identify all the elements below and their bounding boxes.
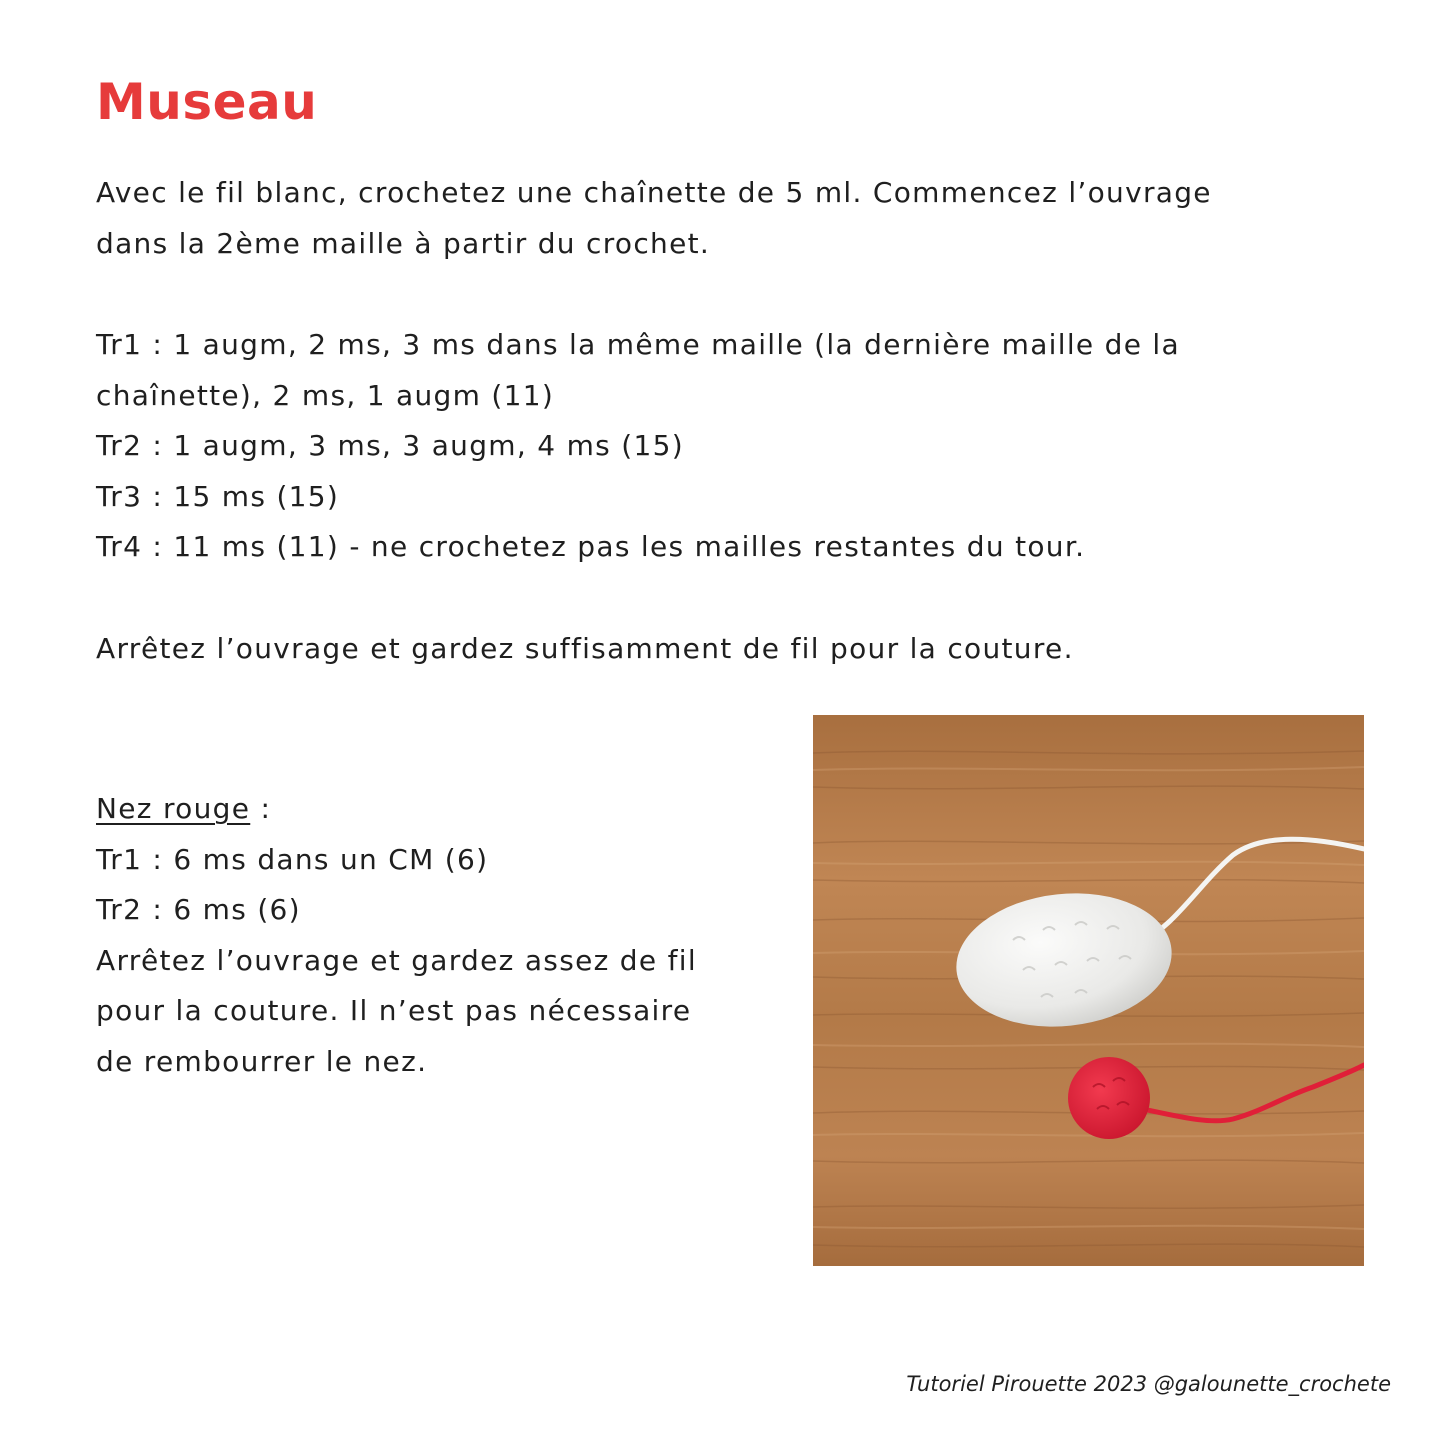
row-instructions <box>96 320 1356 573</box>
intro-line: dans la 2ème maille à partir du crochet. <box>96 226 711 260</box>
nose-instruction: de rembourrer le nez. <box>96 1044 428 1078</box>
intro-line: Avec le fil blanc, crochetez une chaînette de 5 ml. Commencez l’ouvrage <box>96 176 1212 209</box>
crochet-photo <box>813 715 1364 1266</box>
red-nose-section <box>96 784 776 1087</box>
nose-heading-line <box>96 784 776 835</box>
page-title: Museau <box>96 73 318 131</box>
intro-paragraph <box>96 168 1356 269</box>
row-tr1-continued: chaînette), 2 ms, 1 augm (11) <box>96 378 555 412</box>
nose-row-tr2: Tr2 : 6 ms (6) <box>96 893 301 926</box>
row-tr2: Tr2 : 1 augm, 3 ms, 3 augm, 4 ms (15) <box>96 429 684 462</box>
row-tr3: Tr3 : 15 ms (15) <box>96 479 340 513</box>
finishing-instruction: Arrêtez l’ouvrage et gardez suffisamment de fil pour la couture. <box>96 632 1074 665</box>
red-nose-piece <box>1068 1057 1150 1139</box>
nose-instruction: pour la couture. Il n’est pas nécessaire <box>96 994 692 1027</box>
nose-row-tr1: Tr1 : 6 ms dans un CM (6) <box>96 842 489 876</box>
nose-instruction: Arrêtez l’ouvrage et gardez assez de fil <box>96 943 697 977</box>
row-tr4: Tr4 : 11 ms (11) - ne crochetez pas les mailles restantes du tour. <box>96 530 1086 563</box>
row-tr1: Tr1 : 1 augm, 2 ms, 3 ms dans la même maille (la dernière maille de la <box>96 328 1180 361</box>
footer-credit: Tutoriel Pirouette 2023 @galounette_crochete <box>906 1372 1391 1396</box>
nose-heading: Nez rouge <box>96 792 251 825</box>
nose-heading-colon: : <box>250 792 272 825</box>
